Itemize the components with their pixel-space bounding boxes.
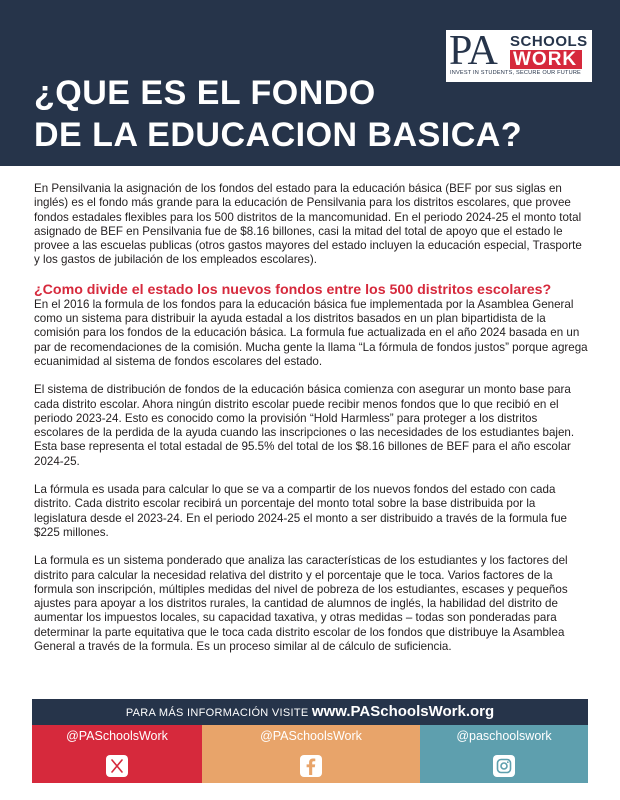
article-body xyxy=(34,182,590,668)
instagram-icon[interactable] xyxy=(493,755,515,777)
website-link[interactable]: www.PASchoolsWork.org xyxy=(311,703,495,720)
social-handle-facebook: @PASchoolsWork xyxy=(260,729,362,743)
social-facebook[interactable] xyxy=(202,725,420,783)
paragraph-hold-harmless: El sistema de distribución de fondos de la educación básica comienza con asegurar un monto base para cada distrito escolar. Ahora ningún distrito escolar puede recibir menos fondos que lo que recibió en el periodo 2023-24. Esto es conocido como la provisión “Hold Harmless” para proteger a los distritos escolares de la perdida de la ayuda cuando las inscripciones o las necesidades de los estudiantes bajen. Esta base representa el total estadal de 95.5% del total de los $8.16 billones de BEF para el año escolar 2024-25. xyxy=(34,383,575,468)
logo-schools-text: SCHOOLS xyxy=(510,33,588,50)
social-instagram[interactable] xyxy=(420,725,588,783)
paragraph-formula-history: En el 2016 la formula de los fondos para la educación básica fue implementada por la Asamblea General como un sistema para distribuir la ayuda estadal a los distritos basados en un plan bipartidista de la comisión para los fondos de la educación básica. La formula fue actualizada en el año 2024 basada en un par de recomendaciones de la comisión. Mucha gente la llama “La fórmula de fondos justos” porque agrega ecuanimidad al sistema de fondos escolares del estado. xyxy=(34,297,588,368)
paragraph-new-funds: La fórmula es usada para calcular lo que se va a compartir de los nuevos fondos del estado con cada distrito. Cada distrito escolar recibirá un porcentaje del monto total sobre la base distribuida por la legislatura desde el 2023-24. En el periodo 2024-25 el monto a ser distribuido a través de la formula fue $225 millones. xyxy=(34,483,567,539)
title-line-1: ¿QUE ES EL FONDO xyxy=(34,74,376,112)
logo-work-text: WORK xyxy=(510,50,582,69)
section-heading: ¿Como divide el estado los nuevos fondos entre los 500 distritos escolares? xyxy=(34,281,552,298)
logo-tagline: INVEST IN STUDENTS, SECURE OUR FUTURE xyxy=(450,70,581,76)
pa-schools-work-logo xyxy=(446,30,592,82)
paragraph-weighted-system: La formula es un sistema ponderado que analiza las características de los estudiantes y los factores del distrito para calcular la necesidad relativa del distrito y el porcentaje que le toca. Varios factores de la formula son inscripción, múltiples medidas del nivel de pobreza de los estudiantes, escases y pequeños ajustes para apoyar a los distritos rurales, la cantidad de alumnos de inglés, la habilidad del distrito de aumentar los impuestos locales, su capacidad taxativa, y otras medidas – todas son ponderadas para determinar la parte equitativa que le toca cada distrito escolar de los fondos que distribuye la Asamblea General a través de la formula. Es un proceso similar al de cálculo de suficiencia. xyxy=(34,554,568,654)
facebook-icon[interactable] xyxy=(300,755,322,777)
x-icon[interactable] xyxy=(106,755,128,777)
title-line-2: DE LA EDUCACION BASICA? xyxy=(34,116,523,154)
more-info-bar xyxy=(32,699,588,725)
social-handle-instagram: @paschoolswork xyxy=(456,729,552,743)
header-banner xyxy=(0,0,620,166)
intro-paragraph: En Pensilvania la asignación de los fondos del estado para la educación básica (BEF por sus siglas en inglés) es el fondo más grande para la educación de Pensilvania para los distritos escolares, que provee fondos estadales flexibles para los 500 distritos de la mancomunidad. En el periodo 2024-25 el monto total asignado de BEF en Pensilvania fue de $8.16 billones, casi la mitad del total de apoyo que el estado le provee a las escuelas publicas (otros gastos mayores del estado incluyen la educación especial, Trasporte y los gastos de jubilación de los empleados escolares). xyxy=(34,182,582,267)
social-x[interactable] xyxy=(32,725,202,783)
logo-pa-text: PA xyxy=(449,28,497,74)
logo-wordmark xyxy=(510,34,588,69)
social-handle-x: @PASchoolsWork xyxy=(66,729,168,743)
more-info-label: PARA MÁS INFORMACIÓN VISITE xyxy=(125,707,309,719)
page-title xyxy=(34,72,522,156)
